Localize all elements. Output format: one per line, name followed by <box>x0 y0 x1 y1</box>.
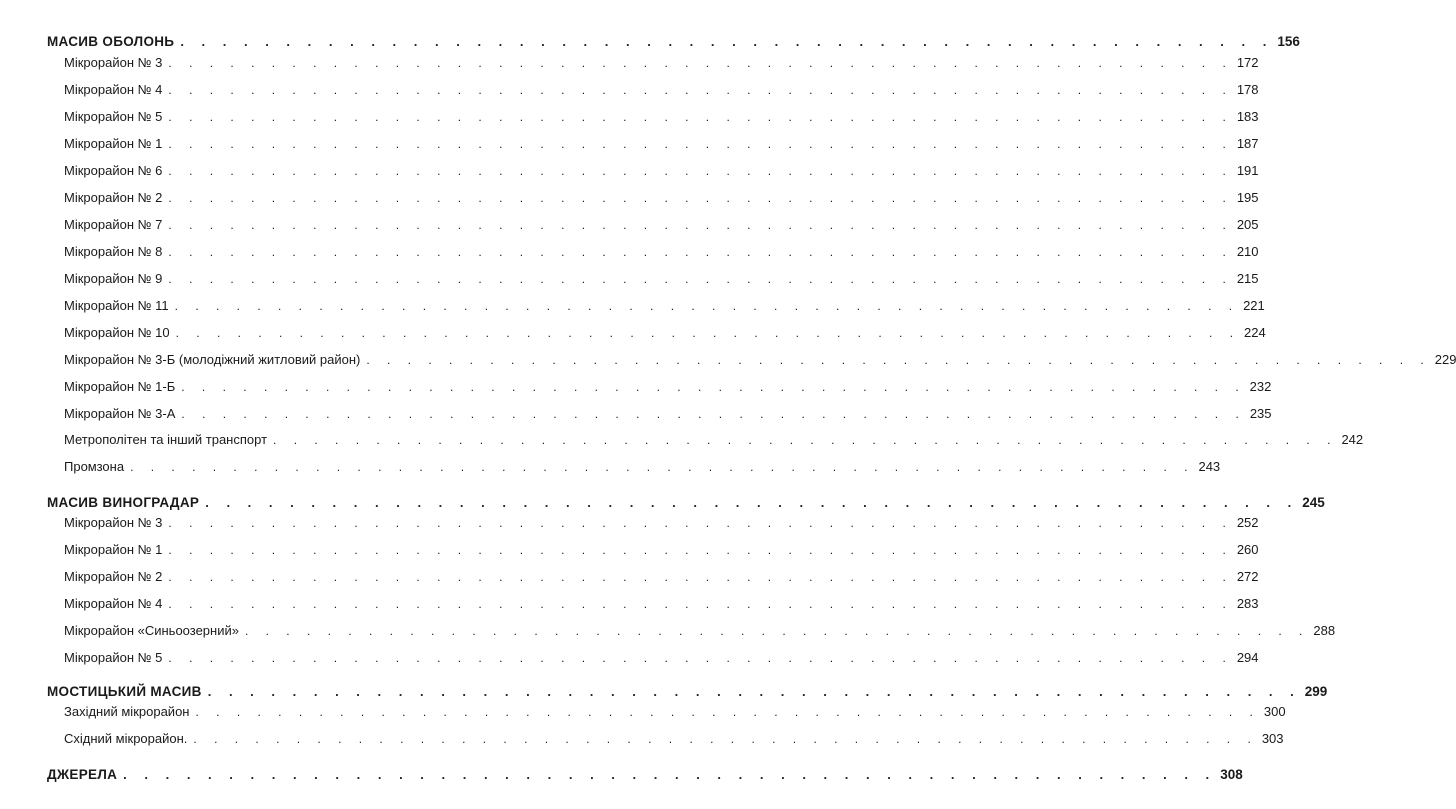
toc-item[interactable] <box>0 55 1259 75</box>
toc-item[interactable] <box>0 109 1259 129</box>
toc-item[interactable] <box>0 379 1272 399</box>
item-title: Мікрорайон «Синьоозерний» <box>64 623 245 638</box>
item-title: Мікрорайон № 3-А <box>64 406 181 421</box>
dot-leader: . . . . . . . . . . . . . . . . . . . . . . . . . . . . . . . . . . . . . . . . . . . . . . . . . . . . <box>168 597 1233 611</box>
toc-item[interactable] <box>0 271 1259 291</box>
section-page-number: 308 <box>1220 767 1243 782</box>
item-page-number: 294 <box>1236 650 1259 665</box>
item-page-number: 283 <box>1236 596 1259 611</box>
item-page-number: 178 <box>1236 82 1259 97</box>
item-title: Мікрорайон № 1 <box>64 542 168 557</box>
toc-item[interactable] <box>0 217 1259 237</box>
dot-leader: . . . . . . . . . . . . . . . . . . . . . . . . . . . . . . . . . . . . . . . . . . . . . . . . . . . . <box>181 407 1246 421</box>
item-page-number: 172 <box>1236 55 1259 70</box>
item-page-number: 242 <box>1341 432 1364 447</box>
item-title: Мікрорайон № 11 <box>64 298 175 313</box>
item-page-number: 215 <box>1236 271 1259 286</box>
item-title: Мікрорайон № 8 <box>64 244 168 259</box>
toc-item[interactable] <box>0 244 1259 264</box>
dot-leader: . . . . . . . . . . . . . . . . . . . . . . . . . . . . . . . . . . . . . . . . . . . . . . . . . . . . <box>168 543 1233 557</box>
toc-section[interactable] <box>0 495 1325 515</box>
item-page-number: 191 <box>1236 163 1259 178</box>
item-page-number: 183 <box>1236 109 1259 124</box>
item-title: Метрополітен та інший транспорт <box>64 432 273 447</box>
toc-item[interactable] <box>0 731 1284 751</box>
section-title: МАСИВ ВИНОГРАДАР <box>47 495 205 510</box>
item-title: Мікрорайон № 4 <box>64 596 168 611</box>
dot-leader: . . . . . . . . . . . . . . . . . . . . . . . . . . . . . . . . . . . . . . . . . . . . . . . . . . . . <box>168 56 1233 70</box>
item-page-number: 210 <box>1236 244 1259 259</box>
dot-leader: . . . . . . . . . . . . . . . . . . . . . . . . . . . . . . . . . . . . . . . . . . . . . . . . . . . . <box>168 570 1233 584</box>
section-page-number: 156 <box>1277 34 1300 49</box>
dot-leader: . . . . . . . . . . . . . . . . . . . . . . . . . . . . . . . . . . . . . . . . . . . . . . . . . . . . <box>168 245 1233 259</box>
section-page-number: 299 <box>1304 684 1328 699</box>
item-page-number: 187 <box>1236 136 1259 151</box>
item-page-number: 272 <box>1236 569 1259 584</box>
dot-leader: . . . . . . . . . . . . . . . . . . . . . . . . . . . . . . . . . . . . . . . . . . . . . . . . . . . . <box>168 83 1233 97</box>
item-page-number: 235 <box>1249 406 1272 421</box>
item-title: Мікрорайон № 2 <box>64 569 168 584</box>
dot-leader: . . . . . . . . . . . . . . . . . . . . . . . . . . . . . . . . . . . . . . . . . . . . . . . . . . . . <box>180 34 1274 49</box>
item-page-number: 224 <box>1244 325 1266 340</box>
dot-leader: . . . . . . . . . . . . . . . . . . . . . . . . . . . . . . . . . . . . . . . . . . . . . . . . . . . . <box>130 460 1195 474</box>
toc-item[interactable] <box>0 190 1259 210</box>
dot-leader: . . . . . . . . . . . . . . . . . . . . . . . . . . . . . . . . . . . . . . . . . . . . . . . . . . . . <box>195 705 1260 719</box>
item-title: Східний мікрорайон. <box>64 731 193 746</box>
item-title: Мікрорайон № 5 <box>64 109 168 124</box>
item-title: Мікрорайон № 5 <box>64 650 168 665</box>
item-title: Мікрорайон № 3 <box>64 55 168 70</box>
item-page-number: 300 <box>1263 704 1286 719</box>
dot-leader: . . . . . . . . . . . . . . . . . . . . . . . . . . . . . . . . . . . . . . . . . . . . . . . . . . . . <box>168 164 1233 178</box>
toc-item[interactable] <box>0 704 1286 724</box>
toc-item[interactable] <box>0 325 1266 345</box>
dot-leader: . . . . . . . . . . . . . . . . . . . . . . . . . . . . . . . . . . . . . . . . . . . . . . . . . . . . <box>193 732 1258 746</box>
item-page-number: 288 <box>1313 623 1336 638</box>
toc-item[interactable] <box>0 136 1259 156</box>
toc-item[interactable] <box>0 569 1259 589</box>
toc-item[interactable] <box>0 163 1259 183</box>
toc-item[interactable] <box>0 459 1221 479</box>
toc-item[interactable] <box>0 596 1259 616</box>
item-page-number: 252 <box>1236 515 1259 530</box>
item-title: Західний мікрорайон <box>64 704 195 719</box>
item-title: Мікрорайон № 3 <box>64 515 168 530</box>
item-title: Мікрорайон № 2 <box>64 190 168 205</box>
dot-leader: . . . . . . . . . . . . . . . . . . . . . . . . . . . . . . . . . . . . . . . . . . . . . . . . . . . . <box>168 651 1233 665</box>
item-page-number: 195 <box>1236 190 1259 205</box>
toc-item[interactable] <box>0 515 1259 535</box>
section-title: ДЖЕРЕЛА <box>47 767 123 782</box>
item-title: Мікрорайон № 3-Б (молодіжний житловий район) <box>64 352 366 367</box>
dot-leader: . . . . . . . . . . . . . . . . . . . . . . . . . . . . . . . . . . . . . . . . . . . . . . . . . . . . <box>168 191 1233 205</box>
item-title: Мікрорайон № 4 <box>64 82 168 97</box>
dot-leader: . . . . . . . . . . . . . . . . . . . . . . . . . . . . . . . . . . . . . . . . . . . . . . . . . . . . <box>273 433 1338 447</box>
toc-item[interactable] <box>0 542 1259 562</box>
item-title: Мікрорайон № 6 <box>64 163 168 178</box>
section-page-number: 245 <box>1302 495 1325 510</box>
dot-leader: . . . . . . . . . . . . . . . . . . . . . . . . . . . . . . . . . . . . . . . . . . . . . . . . . . . . <box>207 684 1301 699</box>
section-title: МОСТИЦЬКИЙ МАСИВ <box>47 684 208 699</box>
dot-leader: . . . . . . . . . . . . . . . . . . . . . . . . . . . . . . . . . . . . . . . . . . . . . . . . . . . . <box>174 299 1240 313</box>
item-title: Мікрорайон № 1-Б <box>64 379 181 394</box>
toc-item[interactable] <box>0 82 1259 102</box>
item-page-number: 260 <box>1236 542 1259 557</box>
item-page-number: 221 <box>1243 298 1265 313</box>
dot-leader: . . . . . . . . . . . . . . . . . . . . . . . . . . . . . . . . . . . . . . . . . . . . . . . . . . . . <box>168 110 1233 124</box>
item-page-number: 303 <box>1261 731 1284 746</box>
toc-section[interactable] <box>0 767 1243 787</box>
toc-item[interactable] <box>0 432 1364 452</box>
toc-section[interactable] <box>0 684 1328 704</box>
item-page-number: 229 <box>1434 352 1456 367</box>
dot-leader: . . . . . . . . . . . . . . . . . . . . . . . . . . . . . . . . . . . . . . . . . . . . . . . . . . . . <box>168 516 1233 530</box>
item-title: Мікрорайон № 1 <box>64 136 168 151</box>
item-page-number: 205 <box>1236 217 1259 232</box>
toc-item[interactable] <box>0 406 1272 426</box>
dot-leader: . . . . . . . . . . . . . . . . . . . . . . . . . . . . . . . . . . . . . . . . . . . . . . . . . . . . <box>366 353 1431 367</box>
dot-leader: . . . . . . . . . . . . . . . . . . . . . . . . . . . . . . . . . . . . . . . . . . . . . . . . . . . . <box>168 272 1233 286</box>
item-page-number: 232 <box>1249 379 1272 394</box>
dot-leader: . . . . . . . . . . . . . . . . . . . . . . . . . . . . . . . . . . . . . . . . . . . . . . . . . . . . <box>205 495 1299 510</box>
item-title: Промзона <box>64 459 130 474</box>
item-title: Мікрорайон № 10 <box>64 325 176 340</box>
toc-item[interactable] <box>0 298 1265 318</box>
item-title: Мікрорайон № 7 <box>64 217 168 232</box>
dot-leader: . . . . . . . . . . . . . . . . . . . . . . . . . . . . . . . . . . . . . . . . . . . . . . . . . . . . <box>244 624 1310 638</box>
toc-section[interactable] <box>0 34 1300 54</box>
dot-leader: . . . . . . . . . . . . . . . . . . . . . . . . . . . . . . . . . . . . . . . . . . . . . . . . . . . . <box>168 137 1233 151</box>
toc-item[interactable] <box>0 650 1259 670</box>
item-title: Мікрорайон № 9 <box>64 271 168 286</box>
toc-item[interactable] <box>0 352 1456 372</box>
toc-item[interactable] <box>0 623 1336 643</box>
dot-leader: . . . . . . . . . . . . . . . . . . . . . . . . . . . . . . . . . . . . . . . . . . . . . . . . . . . . <box>168 218 1233 232</box>
dot-leader: . . . . . . . . . . . . . . . . . . . . . . . . . . . . . . . . . . . . . . . . . . . . . . . . . . . . <box>181 380 1246 394</box>
item-page-number: 243 <box>1198 459 1221 474</box>
section-title: МАСИВ ОБОЛОНЬ <box>47 34 180 49</box>
dot-leader: . . . . . . . . . . . . . . . . . . . . . . . . . . . . . . . . . . . . . . . . . . . . . . . . . . . . <box>123 767 1217 782</box>
dot-leader: . . . . . . . . . . . . . . . . . . . . . . . . . . . . . . . . . . . . . . . . . . . . . . . . . . . . <box>175 326 1241 340</box>
